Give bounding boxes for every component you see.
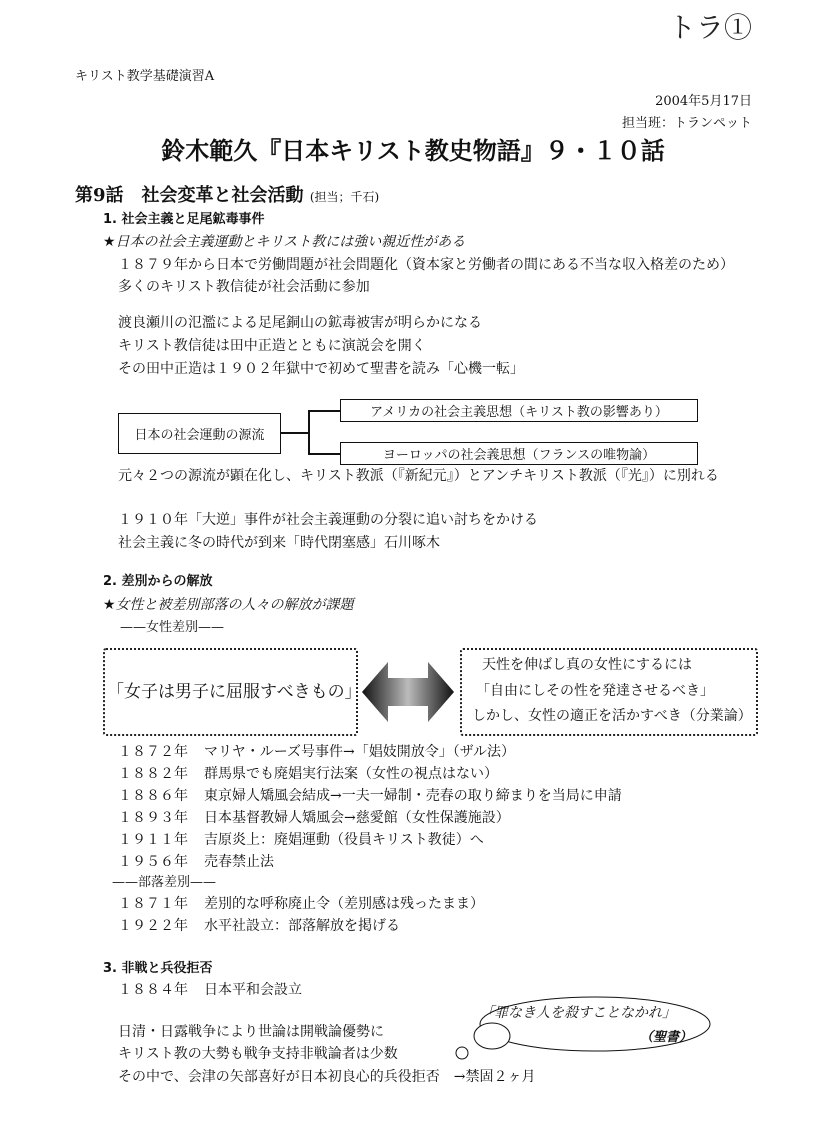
document-date: 2004年5月17日 [655, 94, 752, 109]
section-1-highlight: ★日本の社会主義運動とキリスト教には強い親近性がある [103, 234, 466, 250]
bubble-quote: 「罪なき人を殺すことなかれ」 [480, 1005, 676, 1021]
section-2-highlight: ★女性と被差別部落の人々の解放が課題 [103, 597, 354, 613]
body-line: 社会主義に冬の時代が到来「時代閉塞感」石川啄木 [118, 535, 440, 551]
body-line: キリスト教信徒は田中正造とともに演説会を開く [118, 338, 426, 354]
timeline-row: １８９３年 日本基督教婦人矯風会→慈愛館（女性保護施設） [118, 810, 510, 826]
body-line: 日清・日露戦争により世論は開戦論優勢に [118, 1024, 384, 1040]
right-statement-line: 「自由にしその性を発達させるべき」 [476, 683, 714, 699]
diagram-branch-europe: ヨーロッパの社会義思想（フランスの唯物論） [340, 442, 698, 465]
body-line: その田中正造は１９０２年獄中で初めて聖書を読み「心機一転」 [118, 361, 524, 377]
left-statement: 「女子は男子に屈服すべきもの」 [107, 682, 362, 702]
subheading-buraku: ——部落差別—— [112, 875, 217, 890]
body-line: １９１０年「大逆」事件が社会主義運動の分裂に追い討ちをかける [118, 512, 538, 528]
body-line: １８７９年から日本で労働問題が社会問題化（資本家と労働者の間にある不当な収入格差のため） [118, 257, 734, 273]
chapter-presenter: (担当；千石) [309, 190, 380, 204]
right-statement-box [460, 648, 758, 736]
bubble-source: （聖書） [640, 1030, 693, 1045]
section-1-heading: 1. 社会主義と足尾鉱毒事件 [103, 212, 265, 227]
timeline-row: １８８６年 東京婦人矯風会結成→一夫一婦制・売春の取り締まりを当局に申請 [118, 788, 622, 804]
body-line: その中で、会津の矢部喜好が日本初良心的兵役拒否 →禁固２ヶ月 [118, 1069, 536, 1085]
timeline-row: １８８４年 日本平和会設立 [118, 982, 302, 998]
diagram-root: 日本の社会運動の源流 [118, 413, 281, 454]
body-line: 元々２つの源流が顕在化し、キリスト教派（『新紀元』）とアンチキリスト教派（『光』）に別れる [118, 468, 719, 484]
right-statement-line: しかし、女性の適正を活かすべき（分業論） [472, 708, 752, 724]
timeline-row: １８７２年 マリヤ・ルーズ号事件→「娼妓開放令」（ザル法） [118, 744, 516, 760]
section-2-heading: 2. 差別からの解放 [103, 574, 213, 589]
body-line: 多くのキリスト教信徒が社会活動に参加 [118, 279, 370, 295]
diagram-branch-america: アメリカの社会主義思想（キリスト教の影響あり） [340, 399, 698, 422]
timeline-row: １９２２年 水平社設立：部落解放を掲げる [118, 918, 400, 934]
diagram-connector [308, 411, 310, 454]
timeline-row: １９５６年 売春禁止法 [118, 854, 274, 870]
chapter-heading [75, 185, 379, 208]
subheading-women: ——女性差別—— [120, 620, 225, 635]
timeline-row: １８８２年 群馬県でも廃娼実行法案（女性の視点はない） [118, 766, 498, 782]
right-statement-line: 天性を伸ばし真の女性にするには [482, 657, 692, 673]
diagram-connector [281, 432, 309, 434]
handwritten-note: トラ① [668, 11, 753, 44]
chapter-title: 第9話 社会変革と社会活動 [75, 185, 304, 206]
presenting-group: 担当班：トランペット [621, 116, 752, 131]
left-statement-box [103, 648, 362, 736]
document-title: 鈴木範久『日本キリスト教史物語』９・１０話 [161, 137, 665, 165]
section-3-heading: 3. 非戦と兵役拒否 [103, 961, 213, 976]
diagram-connector [308, 453, 340, 455]
timeline-row: １９１１年 吉原炎上：廃娼運動（役員キリスト教徒）へ [118, 832, 484, 848]
body-line: 渡良瀬川の氾濫による足尾銅山の鉱毒被害が明らかになる [118, 315, 482, 331]
timeline-row: １８７１年 差別的な呼称廃止令（差別感は残ったまま） [118, 896, 484, 912]
diagram-connector [308, 410, 340, 412]
body-line: キリスト教の大勢も戦争支持非戦論者は少数 [118, 1046, 398, 1062]
double-arrow-icon [362, 660, 454, 724]
course-name: キリスト教学基礎演習A [75, 69, 215, 84]
